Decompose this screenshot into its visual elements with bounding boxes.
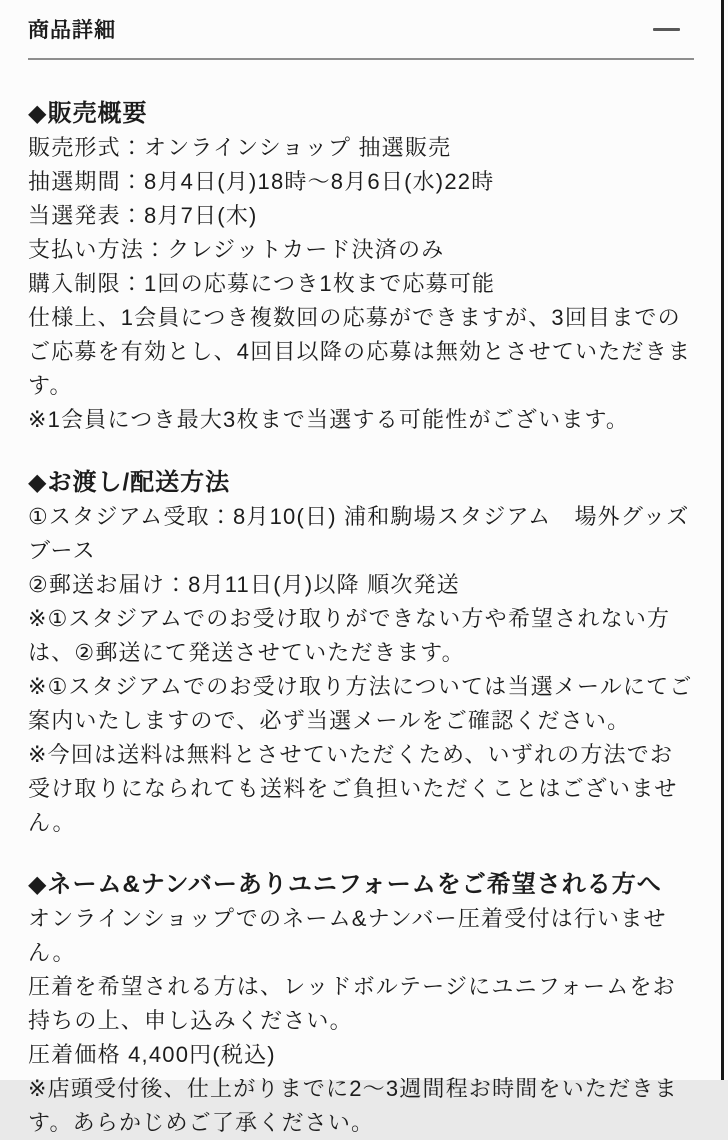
- lottery-period-line: 抽選期間：8月4日(月)18時～8月6日(水)22時: [28, 169, 495, 194]
- section-heading-sales-overview: ◆販売概要: [28, 100, 148, 127]
- no-online-pressing-line: オンラインショップでのネーム&ナンバー圧着受付は行いません。: [28, 906, 667, 965]
- stadium-pickup-line: ①スタジアム受取：8月10(日) 浦和駒場スタジアム 場外グッズブース: [28, 504, 690, 563]
- pickup-method-email-note: ※①スタジアムでのお受け取り方法については当選メールにてご案内いたしますので、必ず当選メールをご確認ください。: [28, 674, 693, 733]
- pressing-request-line: 圧着を希望される方は、レッドボルテージにユニフォームをお持ちの上、申し込みください。: [28, 974, 676, 1033]
- page-title: 商品詳細: [28, 19, 116, 42]
- pressing-leadtime-note: ※店頭受付後、仕上がりまでに2～3週間程お時間をいただきます。あらかじめご了承ください。: [28, 1076, 678, 1135]
- screen-edge-line: [721, 0, 724, 1080]
- max-wins-note: ※1会員につき最大3枚まで当選する可能性がございます。: [28, 407, 630, 432]
- section-name-number-uniform: [28, 868, 694, 1140]
- free-shipping-note: ※今回は送料は無料とさせていただくため、いずれの方法でお受け取りになられても送料をご負担いただくことはございません。: [28, 742, 678, 835]
- payment-method-line: 支払い方法：クレジットカード決済のみ: [28, 237, 445, 262]
- mail-delivery-line: ②郵送お届け：8月11日(月)以降 順次発送: [28, 572, 460, 597]
- purchase-limit-line: 購入制限：1回の応募につき1枚まで応募可能: [28, 271, 496, 296]
- section-delivery-method: [28, 466, 694, 840]
- section-heading-name-number-uniform: ◆ネーム&ナンバーありユニフォームをご希望される方へ: [28, 871, 662, 898]
- pressing-price-line: 圧着価格 4,400円(税込): [28, 1042, 276, 1067]
- accordion-header-product-detail[interactable]: [28, 8, 694, 50]
- section-heading-delivery-method: ◆お渡し/配送方法: [28, 469, 231, 496]
- divider: [28, 58, 694, 60]
- pickup-fallback-note: ※①スタジアムでのお受け取りができない方や希望されない方は、②郵送にて発送させていただきます。: [28, 606, 671, 665]
- minus-icon[interactable]: [653, 28, 680, 31]
- winner-announcement-line: 当選発表：8月7日(木): [28, 203, 258, 228]
- sales-format-line: 販売形式：オンラインショップ 抽選販売: [28, 135, 452, 160]
- section-sales-overview: [28, 97, 694, 437]
- multiple-entries-note: 仕様上、1会員につき複数回の応募ができますが、3回目までのご応募を有効とし、4回目以降の応募は無効とさせていただきます。: [28, 305, 692, 398]
